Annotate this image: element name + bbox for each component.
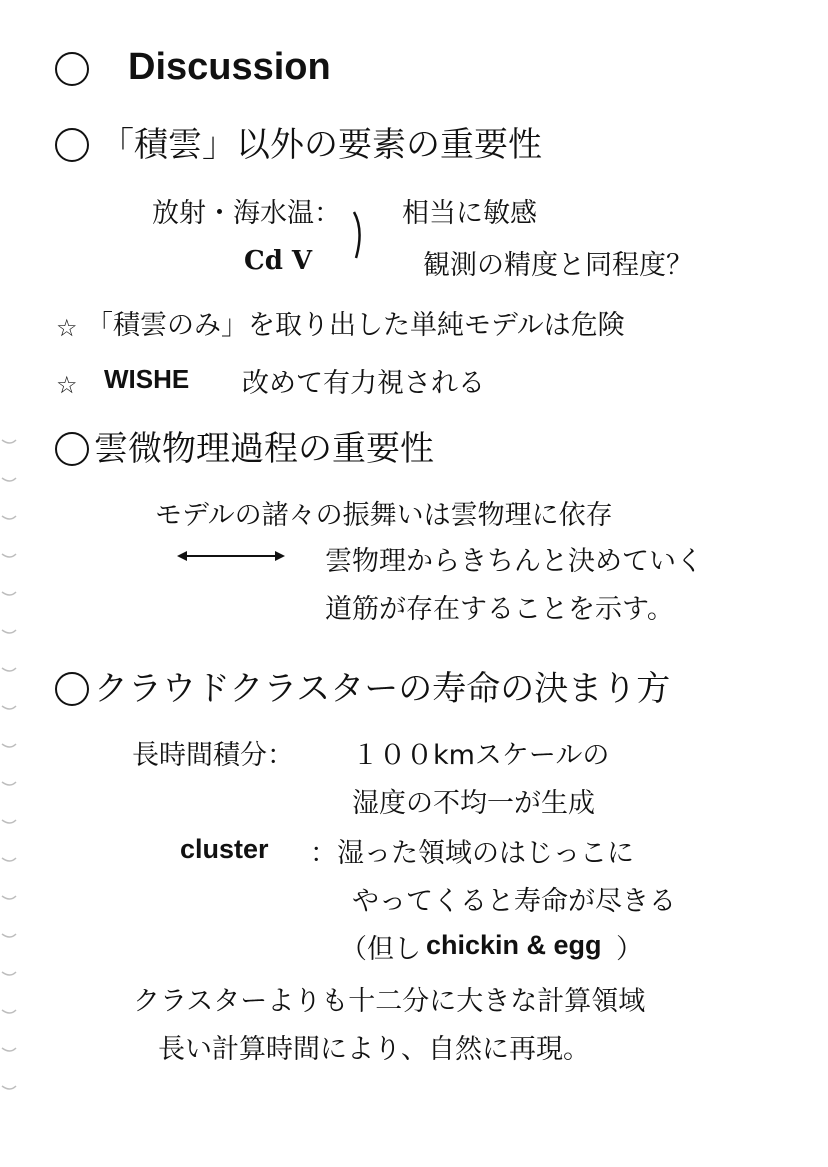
page-title: Discussion xyxy=(128,46,331,88)
section-2-line-3: 道筋が存在することを示す。 xyxy=(325,594,674,625)
section-1-bullet-2: 改めて有力視される xyxy=(242,368,485,399)
section-2-circle-icon xyxy=(55,432,89,466)
binder-holes xyxy=(0,0,18,1167)
section-2-line-2: 雲物理からきちんと決めていく xyxy=(325,546,703,577)
section-1-line-observation: 観測の精度と同程度？ xyxy=(423,250,693,281)
star-icon: ☆ xyxy=(56,314,78,342)
section-1-handwritten-cdv: Cd V xyxy=(244,246,313,276)
section-3-long-integration-label: 長時間積分： xyxy=(132,740,294,771)
section-1-bullet-1: 「積雲のみ」を取り出した単純モデルは危険 xyxy=(86,310,625,341)
section-3-line-reproduce: 長い計算時間により、自然に再現。 xyxy=(158,1034,590,1065)
section-3-cluster-label: cluster xyxy=(180,834,269,864)
section-1-line-sensitive: 相当に敏感 xyxy=(402,198,537,229)
section-3-line-lifetime: やってくると寿命が尽きる xyxy=(352,886,676,917)
section-3-line-humidity: 湿度の不均一が生成 xyxy=(352,788,595,819)
section-3-line-domain: クラスターよりも十二分に大きな計算領域 xyxy=(133,986,646,1017)
double-arrow-icon xyxy=(175,548,287,564)
section-3-heading: クラウドクラスターの寿命の決まり方 xyxy=(94,669,671,709)
section-2-line-1: モデルの諸々の振舞いは雲物理に依存 xyxy=(155,500,613,531)
section-1-circle-icon xyxy=(55,128,89,162)
section-1-line-radiation: 放射・海水温： xyxy=(152,198,341,229)
section-3-line-edge: ：湿った領域のはじっこに xyxy=(310,838,634,869)
section-1-heading: 「積雲」以外の要素の重要性 xyxy=(100,125,542,165)
section-3-note-open: （但し xyxy=(340,934,421,965)
section-3-line-100km: １００kmスケールの xyxy=(352,740,610,771)
section-3-circle-icon xyxy=(55,672,89,706)
title-circle-icon xyxy=(55,52,89,86)
star-icon: ☆ xyxy=(56,371,78,399)
section-3-note-close: ） xyxy=(616,934,643,965)
section-3-note-chicken-egg: chickin & egg xyxy=(426,930,602,960)
section-1-bullet-2-prefix: WISHE xyxy=(104,364,190,394)
brace-mark xyxy=(350,210,370,262)
section-2-heading: 雲微物理過程の重要性 xyxy=(94,429,434,469)
